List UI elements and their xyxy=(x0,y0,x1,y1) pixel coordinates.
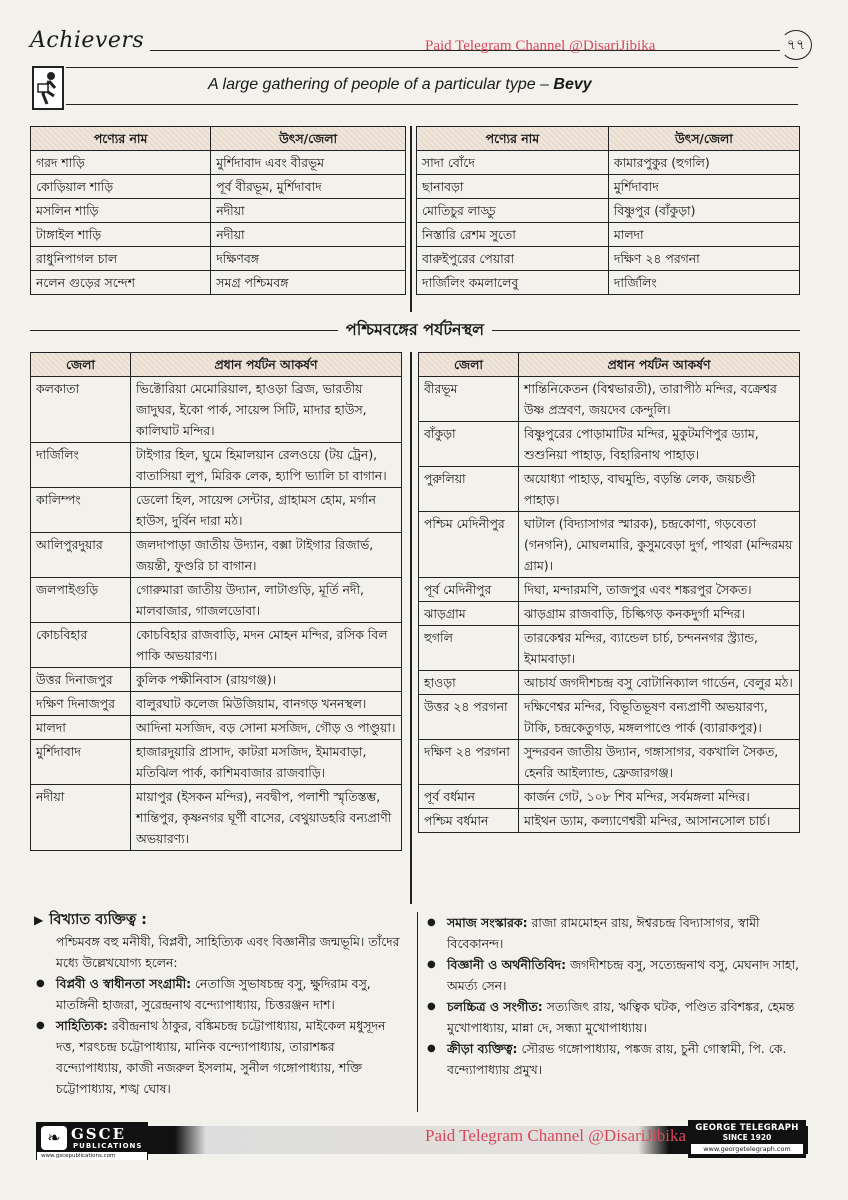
district-row xyxy=(419,578,800,602)
cell-detail: সুন্দরবন জাতীয় উদ্যান, গঙ্গাসাগর, বকখালি সৈকত, হেনরি আইল্যান্ড, ফ্রেজারগঞ্জ। xyxy=(519,740,800,785)
product-row xyxy=(31,151,406,175)
district-row xyxy=(31,692,402,716)
cell-name: গরদ শাড়ি xyxy=(31,151,211,175)
cell-detail: মায়াপুর (ইসকন মন্দির), নবদ্বীপ, পলাশী স্মৃতিস্তম্ভ, শান্তিপুর, কৃষ্ণনগর ঘূর্ণী বাসের, বেথুয়াডহরি বন্যপ্রাণী অভয়ারণ্য। xyxy=(131,785,402,851)
district-row xyxy=(31,785,402,851)
cell-name: পূর্ব বর্ধমান xyxy=(419,785,519,809)
district-row xyxy=(31,740,402,785)
cell-detail: বিষ্ণুপুরের পোড়ামাটির মন্দির, মুকুটমণিপুর ড্যাম, শুশুনিয়া পাহাড়, বিহারিনাথ পাহাড়। xyxy=(519,422,800,467)
cell-detail: দক্ষিণবঙ্গ xyxy=(211,247,406,271)
column-header: জেলা xyxy=(31,353,131,377)
personality-category xyxy=(425,912,805,954)
cell-name: কোড়িয়াল শাড়ি xyxy=(31,175,211,199)
district-row xyxy=(419,602,800,626)
cell-detail: অযোধ্যা পাহাড়, বাঘমুন্ডি, বড়ন্তি লেক, জয়চণ্ডী পাহাড়। xyxy=(519,467,800,512)
district-row xyxy=(419,467,800,512)
triangle-bullet-icon: ▶ xyxy=(34,913,44,927)
product-row xyxy=(417,199,800,223)
cell-detail: হাজারদুয়ারি প্রাসাদ, কাটরা মসজিদ, ইমামবাড়া, মতিঝিল পার্ক, কাশিমবাজার রাজবাড়ি। xyxy=(131,740,402,785)
product-row xyxy=(31,223,406,247)
table-header-row xyxy=(31,127,406,151)
cell-name: দক্ষিণ দিনাজপুর xyxy=(31,692,131,716)
tourism-table-right xyxy=(418,352,800,833)
district-row xyxy=(419,377,800,422)
cell-name: পুরুলিয়া xyxy=(419,467,519,512)
cell-name: নিস্তারি রেশম সুতো xyxy=(417,223,609,247)
district-row xyxy=(419,695,800,740)
gsce-title: GSCE xyxy=(71,1125,127,1143)
cell-name: মোতিচুর লাড্ডু xyxy=(417,199,609,223)
personality-category xyxy=(425,996,805,1038)
famous-intro: পশ্চিমবঙ্গ বহু মনীষী, বিপ্লবী, সাহিত্যিক এবং বিজ্ঞানীর জন্মভূমি। তাঁদের মধ্যে উল্লেখযোগ্য হলেন: xyxy=(56,934,400,970)
cell-detail: ডেলো হিল, সায়েন্স সেন্টার, গ্রাহামস হোম, মর্গান হাউস, দুর্বিন দারা মঠ। xyxy=(131,488,402,533)
reading-person-icon xyxy=(32,66,64,110)
table-header-row xyxy=(417,127,800,151)
cell-name: ঝাড়গ্রাম xyxy=(419,602,519,626)
reading-person-icon-graphic xyxy=(36,70,60,106)
district-row xyxy=(419,422,800,467)
cell-name: বীরভূম xyxy=(419,377,519,422)
gsce-url: www.gscepublications.com xyxy=(37,1152,147,1160)
product-row xyxy=(31,247,406,271)
cell-detail: সমগ্র পশ্চিমবঙ্গ xyxy=(211,271,406,295)
cell-name: নদীয়া xyxy=(31,785,131,851)
product-row xyxy=(417,151,800,175)
category-names: রাজা রামমোহন রায়, ঈশ্বরচন্দ্র বিদ্যাসাগর, স্বামী বিবেকানন্দ। xyxy=(447,915,760,951)
personality-category xyxy=(34,1015,404,1099)
cell-detail: কোচবিহার রাজবাড়ি, মদন মোহন মন্দির, রসিক বিল পাকি অভয়ারণ্য। xyxy=(131,623,402,668)
product-row xyxy=(417,271,800,295)
category-names: সৌরভ গঙ্গোপাধ্যায়, পঙ্কজ রায়, চুনী গোস্বামী, পি. কে. বন্দ্যোপাধ্যায় প্রমুখ। xyxy=(447,1041,787,1077)
district-row xyxy=(31,623,402,668)
cell-name: কলকাতা xyxy=(31,377,131,443)
cell-name: পশ্চিম মেদিনীপুর xyxy=(419,512,519,578)
cell-detail: ঝাড়গ্রাম রাজবাড়ি, চিল্কিগড় কনকদুর্গা মন্দির। xyxy=(519,602,800,626)
district-row xyxy=(419,512,800,578)
page-number: ৭৭ xyxy=(780,30,812,60)
cell-detail: দার্জিলিং xyxy=(608,271,799,295)
george-since: SINCE 1920 xyxy=(722,1133,772,1142)
cell-name: রাধুনিপাগল চাল xyxy=(31,247,211,271)
column-header: প্রধান পর্যটন আকর্ষণ xyxy=(519,353,800,377)
district-row xyxy=(31,443,402,488)
district-row xyxy=(31,488,402,533)
title-rule-right xyxy=(492,330,800,331)
cell-detail: ঘাটাল (বিদ্যাসাগর স্মারক), চন্দ্রকোণা, গড়বেতা (গনগনি), মোঘলমারি, কুসুমবেড়া দুর্গ, পাথরা (মন্দিরময় গ্রাম)। xyxy=(519,512,800,578)
tip-rule-top xyxy=(66,67,798,68)
district-row xyxy=(31,716,402,740)
cell-name: কোচবিহার xyxy=(31,623,131,668)
product-row xyxy=(31,199,406,223)
district-row xyxy=(419,809,800,833)
cell-detail: কার্জন গেট, ১০৮ শিব মন্দির, সর্বমঙ্গলা মন্দির। xyxy=(519,785,800,809)
category-label: চলচ্চিত্র ও সংগীত: xyxy=(447,999,543,1014)
category-names: সত্যজিৎ রায়, ঋত্বিক ঘটক, পণ্ডিত রবিশঙ্কর, হেমন্ত মুখোপাধ্যায়, মান্না দে, সন্ধ্যা মুখোপাধ্যায়। xyxy=(447,999,795,1035)
vocab-tip-definition: A large gathering of people of a particular type – xyxy=(208,76,554,93)
cell-name: মালদা xyxy=(31,716,131,740)
district-row xyxy=(31,578,402,623)
cell-name: ছানাবড়া xyxy=(417,175,609,199)
cell-detail: ভিক্টোরিয়া মেমোরিয়াল, হাওড়া ব্রিজ, ভারতীয় জাদুঘর, ইকো পার্ক, সায়েন্স সিটি, মাদার হাউস, কালিঘাট মন্দির। xyxy=(131,377,402,443)
category-label: সাহিত্যিক: xyxy=(56,1018,108,1033)
george-title: GEORGE TELEGRAPH xyxy=(695,1123,799,1133)
cell-name: নলেন গুড়ের সন্দেশ xyxy=(31,271,211,295)
cell-detail: শান্তিনিকেতন (বিশ্বভারতী), তারাপীঠ মন্দির, বক্রেশ্বর উষ্ণ প্রস্রবণ, জয়দেব কেন্দুলি। xyxy=(519,377,800,422)
cell-detail: কামারপুকুর (হুগলি) xyxy=(608,151,799,175)
products-table-left xyxy=(30,126,406,295)
cell-detail: কুলিক পক্ষীনিবাস (রায়গঞ্জ)। xyxy=(131,668,402,692)
category-label: ক্রীড়া ব্যক্তিত্ব: xyxy=(447,1041,518,1056)
cell-detail: মালদা xyxy=(608,223,799,247)
cell-detail: গোরুমারা জাতীয় উদ্যান, লাটাগুড়ি, মূর্তি নদী, মালবাজার, গাজলডোবা। xyxy=(131,578,402,623)
famous-list-left xyxy=(34,973,404,1099)
cell-name: আলিপুরদুয়ার xyxy=(31,533,131,578)
cell-detail: নদীয়া xyxy=(211,199,406,223)
tourism-section-title xyxy=(30,318,800,342)
cell-name: উত্তর ২৪ পরগনা xyxy=(419,695,519,740)
cell-detail: আদিনা মসজিদ, বড় সোনা মসজিদ, গৌড় ও পাণ্ডুয়া। xyxy=(131,716,402,740)
cell-name: টাঙ্গাইল শাড়ি xyxy=(31,223,211,247)
vocab-tip xyxy=(208,76,592,94)
vocab-tip-word: Bevy xyxy=(553,76,592,93)
cell-detail: দক্ষিণ ২৪ পরগনা xyxy=(608,247,799,271)
column-divider xyxy=(410,352,412,904)
district-row xyxy=(31,533,402,578)
district-row xyxy=(419,671,800,695)
column-header: জেলা xyxy=(419,353,519,377)
category-names: জগদীশচন্দ্র বসু, সত্যেন্দ্রনাথ বসু, মেঘনাদ সাহা, অমর্ত্য সেন। xyxy=(447,957,799,993)
cell-detail: দিঘা, মন্দারমণি, তাজপুর এবং শঙ্করপুর সৈকত। xyxy=(519,578,800,602)
category-label: বিজ্ঞানী ও অর্থনীতিবিদ: xyxy=(447,957,567,972)
column-header: উৎস/জেলা xyxy=(211,127,406,151)
cell-detail: মুর্শিদাবাদ এবং বীরভূম xyxy=(211,151,406,175)
cell-name: উত্তর দিনাজপুর xyxy=(31,668,131,692)
cell-detail: নদীয়া xyxy=(211,223,406,247)
district-row xyxy=(419,785,800,809)
brand-logo: Achievers xyxy=(30,28,145,53)
watermark-top: Paid Telegram Channel @DisariJibika xyxy=(425,38,656,54)
famous-heading-text: বিখ্যাত ব্যক্তিত্ব : xyxy=(49,912,147,928)
cell-name: বাঁকুড়া xyxy=(419,422,519,467)
cell-name: দার্জিলিং কমলালেবু xyxy=(417,271,609,295)
famous-personalities-right xyxy=(425,912,805,1080)
district-row xyxy=(419,740,800,785)
column-divider xyxy=(417,912,418,1112)
cell-detail: দক্ষিণেশ্বর মন্দির, বিভূতিভূষণ বন্যপ্রাণী অভয়ারণ্য, টাকি, চন্দ্রকেতুগড়, মঙ্গলপাণ্ডে পার্ক (ব্যারাকপুর)। xyxy=(519,695,800,740)
product-row xyxy=(417,175,800,199)
product-row xyxy=(417,223,800,247)
title-rule-left xyxy=(30,330,338,331)
cell-name: পূর্ব মেদিনীপুর xyxy=(419,578,519,602)
cell-name: মুর্শিদাবাদ xyxy=(31,740,131,785)
george-telegraph-logo xyxy=(688,1120,806,1158)
column-header: পণ্যের নাম xyxy=(417,127,609,151)
category-label: বিপ্লবী ও স্বাধীনতা সংগ্রামী: xyxy=(56,976,192,991)
column-header: প্রধান পর্যটন আকর্ষণ xyxy=(131,353,402,377)
column-header: উৎস/জেলা xyxy=(608,127,799,151)
category-names: রবীন্দ্রনাথ ঠাকুর, বঙ্কিমচন্দ্র চট্টোপাধ্যায়, মাইকেল মধুসূদন দত্ত, শরৎচন্দ্র চট্টোপাধ্যায়, মানিক বন্দ্যোপাধ্যায়, তারাশঙ্কর বন্দ্যোপাধ্যায়, কাজী নজরুল ইসলাম, সুনীল গঙ্গোপাধ্যায়, শক্তি চট্টোপাধ্যায়, শঙ্খ ঘোষ। xyxy=(56,1018,386,1096)
cell-name: সাদা বোঁদে xyxy=(417,151,609,175)
cell-detail: বিষ্ণুপুর (বাঁকুড়া) xyxy=(608,199,799,223)
category-names: নেতাজি সুভাষচন্দ্র বসু, ক্ষুদিরাম বসু, মাতঙ্গিনী হাজরা, সুরেন্দ্রনাথ বন্দ্যোপাধ্যায়, চিত্তরঞ্জন দাশ। xyxy=(56,976,371,1012)
tip-rule-bottom xyxy=(66,104,798,105)
cell-name: পশ্চিম বর্ধমান xyxy=(419,809,519,833)
book-icon: ❧ xyxy=(41,1126,67,1150)
george-url: www.georgetelegraph.com xyxy=(691,1144,803,1154)
table-header-row xyxy=(31,353,402,377)
column-header: পণ্যের নাম xyxy=(31,127,211,151)
cell-detail: টাইগার হিল, ঘুমে হিমালয়ান রেলওয়ে (টয় ট্রেন), বাতাসিয়া লুপ, মিরিক লেক, হ্যাপি ভ্যালি চা বাগান। xyxy=(131,443,402,488)
district-row xyxy=(419,626,800,671)
cell-name: দার্জিলিং xyxy=(31,443,131,488)
column-divider xyxy=(410,126,412,312)
cell-detail: মাইথন ড্যাম, কল্যাণেশ্বরী মন্দির, আসানসোল চার্চ। xyxy=(519,809,800,833)
product-row xyxy=(417,247,800,271)
cell-detail: জলদাপাড়া জাতীয় উদ্যান, বক্সা টাইগার রিজার্ভ, জয়ন্তী, ফুণ্ডরি চা বাগান। xyxy=(131,533,402,578)
cell-name: হুগলি xyxy=(419,626,519,671)
cell-detail: বালুরঘাট কলেজ মিউজিয়াম, বানগড় খননস্থল। xyxy=(131,692,402,716)
watermark-bottom: Paid Telegram Channel @DisariJibika xyxy=(425,1126,687,1145)
gsce-publications-logo xyxy=(36,1122,148,1160)
district-row xyxy=(31,668,402,692)
district-row xyxy=(31,377,402,443)
cell-name: বারুইপুরের পেয়ারা xyxy=(417,247,609,271)
famous-personalities-left xyxy=(34,910,404,1099)
personality-category xyxy=(425,954,805,996)
table-header-row xyxy=(419,353,800,377)
personality-category xyxy=(34,973,404,1015)
cell-detail: আচার্য জগদীশচন্দ্র বসু বোটানিক্যাল গার্ডেন, বেলুর মঠ। xyxy=(519,671,800,695)
cell-detail: পূর্ব বীরভূম, মুর্শিদাবাদ xyxy=(211,175,406,199)
cell-name: কালিম্পং xyxy=(31,488,131,533)
cell-detail: মুর্শিদাবাদ xyxy=(608,175,799,199)
products-table-right xyxy=(416,126,800,295)
cell-name: হাওড়া xyxy=(419,671,519,695)
personality-category xyxy=(425,1038,805,1080)
cell-name: দক্ষিণ ২৪ পরগনা xyxy=(419,740,519,785)
cell-name: মসলিন শাড়ি xyxy=(31,199,211,223)
product-row xyxy=(31,175,406,199)
tourism-table-left xyxy=(30,352,402,851)
famous-heading xyxy=(34,910,404,931)
cell-name: জলপাইগুড়ি xyxy=(31,578,131,623)
category-label: সমাজ সংস্কারক: xyxy=(447,915,528,930)
cell-detail: তারকেশ্বর মন্দির, ব্যান্ডেল চার্চ, চন্দননগর স্ট্র্যান্ড, ইমামবাড়া। xyxy=(519,626,800,671)
gsce-subtitle: PUBLICATIONS xyxy=(73,1142,143,1150)
product-row xyxy=(31,271,406,295)
tourism-title: পশ্চিমবঙ্গের পর্যটনস্থল xyxy=(345,319,485,339)
